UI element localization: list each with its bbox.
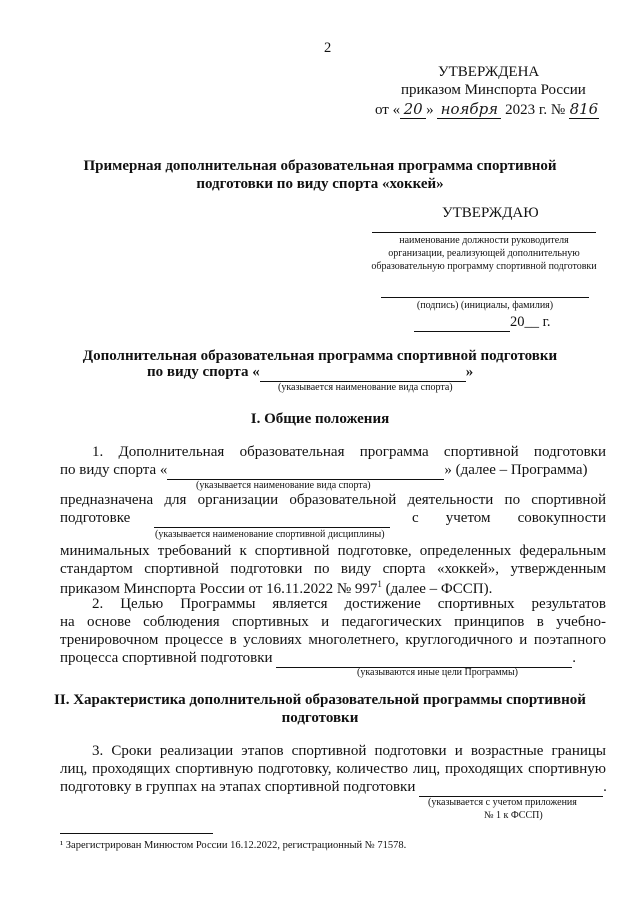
section2-title-line2: подготовки (281, 710, 359, 726)
p3-caption1: (указывается с учетом приложения (428, 797, 577, 808)
approve-caption2: организации, реализующей дополнительную (388, 248, 580, 259)
approve-year: 20__ г. (510, 314, 551, 330)
section1-p2-line4: процесса спортивной подготовки . (60, 650, 577, 666)
approve-year-line (414, 314, 551, 332)
approve-caption1: наименование должности руководителя (399, 235, 569, 246)
approval-month: ноября (437, 100, 501, 119)
section1-p1-line3: предназначена для организации образовательной деятельности по спортивной (60, 492, 606, 508)
p1-line4-a: подготовке (60, 510, 131, 526)
footnote-text: ¹ Зарегистрирован Минюстом России 16.12.2022, регистрационный № 71578. (60, 840, 407, 851)
section2-p3-line2: лиц, проходящих спортивную подготовку, количество лиц, проходящих спортивную (60, 761, 606, 777)
doc-title-line1: Примерная дополнительная образовательная программа спортивной (83, 158, 557, 174)
section1-p1-line6: стандартом спортивной подготовки по виду спорта «хоккей», утвержденным (60, 561, 606, 577)
approve-title: УТВЕРЖДАЮ (442, 205, 539, 221)
p3-blank (419, 779, 603, 797)
section2-p3-line1: 3. Сроки реализации этапов спортивной подготовки и возрастные границы (92, 743, 606, 759)
footnote-separator (60, 833, 213, 834)
approval-title: УТВЕРЖДЕНА (438, 64, 540, 80)
section1-p1-line2 (60, 462, 606, 480)
doc-title-line2: подготовки по виду спорта «хоккей» (196, 176, 444, 192)
section2-p3-line3: подготовку в группах на этапах спортивной подготовки . (60, 779, 607, 795)
program-title-suffix: » (465, 364, 474, 380)
approval-order: приказом Минспорта России (401, 82, 586, 98)
approval-date-line (375, 100, 599, 119)
section1-p1-line1: 1. Дополнительная образовательная программа спортивной подготовки (92, 444, 606, 460)
p1-sport-blank (167, 462, 444, 480)
p1-sport-suffix: » (далее – Программа) (444, 462, 588, 478)
p1-sport-prefix: по виду спорта « (60, 462, 168, 478)
approve-sign-caption: (подпись) (инициалы, фамилия) (416, 300, 554, 311)
approval-day: 20 (400, 100, 426, 119)
approve-date-blank (414, 314, 510, 332)
program-sport-blank (260, 364, 466, 382)
approval-year: 2023 г. № (505, 102, 566, 118)
p1-line7-b: (далее – ФССП). (381, 581, 493, 597)
p3-caption2: № 1 к ФССП) (484, 810, 543, 821)
page-number: 2 (324, 40, 332, 56)
p2-caption: (указываются иные цели Программы) (357, 667, 519, 678)
section1-p2-line3: тренировочном процессе в условиях многолетнего, круглогодичного и поэтапного (60, 632, 606, 648)
p1-discipline-blank (154, 527, 390, 528)
p2-goals-blank (276, 650, 572, 668)
p1-line7-a: приказом Минспорта России от 16.11.2022 № 997 (60, 581, 378, 597)
program-title-line1: Дополнительная образовательная программа спортивной подготовки (82, 348, 558, 364)
section1-p2-line1: 2. Целью Программы является достижение спортивных результатов (92, 596, 606, 612)
approval-number: 816 (569, 100, 599, 118)
p1-footnote-ref: 1 (377, 579, 382, 589)
approve-caption3: образовательную программу спортивной подготовки (371, 261, 597, 272)
program-title-line2 (147, 364, 473, 382)
section1-title: I. Общие положения (250, 411, 390, 427)
program-title-caption: (указывается наименование вида спорта) (278, 382, 453, 393)
p3-line3-text: подготовку в группах на этапах спортивной подготовки (60, 779, 416, 795)
approval-date-mid: » (426, 102, 434, 118)
section2-title-line1: II. Характеристика дополнительной образовательной программы спортивной (54, 692, 586, 708)
approve-position-line (372, 232, 596, 233)
section1-p2-line2: на основе соблюдения спортивных и педагогических принципов в учебно- (60, 614, 606, 630)
program-title-prefix: по виду спорта « (147, 364, 260, 380)
approval-date-prefix: от « (375, 102, 401, 118)
p1-caption2: (указывается наименование спортивной дисциплины) (155, 529, 385, 540)
section1-p1-line5: минимальных требований к спортивной подготовке, определенных федеральным (60, 543, 606, 559)
p2-line4-text: процесса спортивной подготовки (60, 650, 273, 666)
approve-sign-line (381, 297, 589, 298)
p1-caption1: (указывается наименование вида спорта) (196, 480, 371, 491)
p1-line4-b: с учетом совокупности (412, 510, 606, 526)
